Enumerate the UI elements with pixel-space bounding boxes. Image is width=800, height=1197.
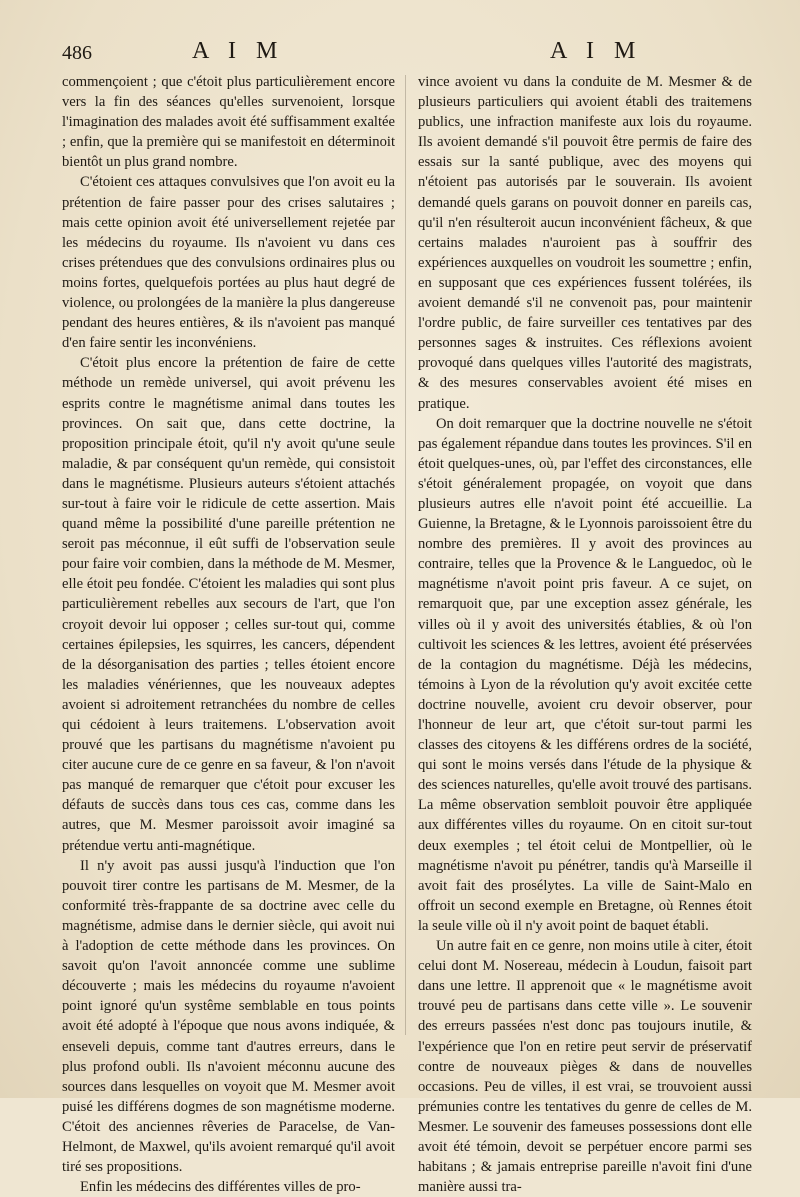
paragraph: On doit remarquer que la doctrine nouvelle ne s'étoit pas également répandue dans toutes les provinces. S'il en étoit quelques-unes, où, par l'effet des circonstances, elle s'étoit généralement propagée, on voyoit que dans plusieurs autres elle n'avoit point été accueillie. La Guienne, la Bretagne, & le Lyonnois paroissoient être du nombre des premières. Il y avoit des provinces au contraire, telles que la Provence & le Languedoc, où le magnétisme n'avoit point pris faveur. A ce sujet, on remarquoit que, par une exception assez générale, les villes où il y avoit des universités établies, & où l'on cultivoit les sciences & les lettres, avoient été préservées de la contagion du magnétisme. Déjà les médecins, témoins à Lyon de la révolution qu'y avoit excitée cette doctrine nouvelle, avoient cru devoir observer, pour l'honneur de leur art, que c'étoit sur-tout parmi les classes des citoyens & les différens ordres de la société, qui sont le moins versés dans l'étude de la physique & des sciences naturelles, qu'elle avoit trouvé des partisans. La même observation sembloit pouvoir être appliquée aux différentes villes du royaume. On en citoit sur-tout deux exemples ; tel étoit celui de Montpellier, où le magnétisme n'avoit pu pénétrer, tandis qu'à Marseille il avoit fait des prosélytes. La ville de Saint-Malo en offroit un second exemple en Bretagne, où Rennes étoit la seule ville où il n'y avoit point de baquet établi.	[418, 415, 752, 934]
right-column	[418, 72, 752, 1196]
column-divider	[405, 75, 406, 1035]
running-head-right: A I M	[550, 38, 643, 64]
paragraph: commençoient ; que c'étoit plus particulièrement encore vers la fin des séances qu'elles survenoient, lorsque l'imagination des malades avoit été suffisamment exaltée ; enfin, que la première qui se manifestoit en déterminoit bientôt un plus grand nombre.	[62, 74, 395, 171]
left-column	[62, 72, 395, 1196]
paragraph: Enfin les médecins des différentes villes de pro-	[80, 1179, 361, 1196]
paragraph: C'étoit plus encore la prétention de faire de cette méthode un remède universel, qui avoit prévenu les esprits contre le magnétisme animal dans toutes les provinces. On sait que, dans cette doctrine, la proposition principale étoit, qu'il n'y avoit qu'une seule maladie, & par conséquent qu'un remède, qui consistoit dans le magnétisme. Plusieurs auteurs s'étoient attachés sur-tout à faire voir le ridicule de cette assertion. Mais quand même la possibilité d'une pareille prétention ne seroit pas méconnue, il eût suffi de l'observation seule pour faire voir combien, dans la méthode de M. Mesmer, elle étoit peu fondée. C'étoient les maladies qui sont plus particulièrement rebelles aux secours de l'art, que l'on croyoit devoir lui opposer ; celles sur-tout qui, comme certaines épilepsies, les squirres, les cancers, dépendent de la désorganisation des parties ; telles étoient encore les maladies vénériennes, que les nouveaux adeptes avoient si adroitement retranchées du nombre de celles qui cédoient à leurs traitemens. L'observation avoit prouvé que les partisans du magnétisme n'avoient pu citer aucune cure de ce genre en sa faveur, & l'on n'avoit pas manqué de remarquer que c'étoit pour excuser les défauts de succès dans tous ces cas, comme dans les autres, que M. Mesmer paroissoit avoir imaginé sa prétendue vertu anti-magnétique.	[62, 355, 395, 854]
running-head-left: A I M	[192, 38, 285, 64]
page-number: 486	[62, 42, 92, 64]
paragraph: vince avoient vu dans la conduite de M. Mesmer & de plusieurs particuliers qui avoient établi des traitemens publics, une infraction manifeste aux lois du royaume. Ils avoient demandé s'il pouvoit être permis de faire des essais sur la santé publique, avec des moyens qui n'étoient pas autorisés par le souverain. Ils avoient demandé quels garans on pouvoit donner en pareils cas, qu'il n'en résulteroit aucun inconvénient fâcheux, & que certains malades n'auroient pas à souffrir des expériences auxquelles on voudroit les soumettre ; enfin, en supposant que ces expériences fussent tolérées, ils avoient demandé s'il ne convenoit pas, pour maintenir l'ordre public, de faire surveiller ces tentatives par des personnes sages & instruites. Ces réflexions avoient provoqué dans quelques villes l'autorité des magistrats, & des mesures conservables avoient été mises en pratique.	[418, 74, 752, 412]
page-header	[62, 38, 750, 68]
paragraph: C'étoient ces attaques convulsives que l'on avoit eu la prétention de faire passer pour des crises salutaires ; mais cette opinion avoit été universellement rejetée par les médecins du royaume. Ils n'avoient vu dans ces crises prétendues que des convulsions ordinaires plus ou moins fortes, quelquefois portées au plus haut degré de violence, ou prolongées de la manière la plus dangereuse pendant des heures entières, & ils n'avoient pas manqué d'en faire sentir les inconvéniens.	[62, 174, 395, 352]
paragraph: Il n'y avoit pas aussi jusqu'à l'induction que l'on pouvoit tirer contre les partisans de M. Mesmer, de la conformité très-frappante de sa doctrine avec celle du magnétisme, admise dans le dernier siècle, qui avoit nui à l'adoption de cette méthode dans les provinces. On savoit qu'on l'avoit annoncée comme une sublime découverte ; mais les médecins du royaume n'avoient point ignoré qu'un systême semblable en tous points avoit été adopté à l'époque que nous avons indiquée, & enseveli depuis, comme tant d'autres erreurs, dans le plus profond oubli. Ils n'avoient méconnu aucune des sources dans lesquelles on voyoit que M. Mesmer avoit puisé les différens dogmes de son magnétisme moderne. C'étoit des anciennes rêveries de Paracelse, de Van-Helmont, de Maxwel, qu'ils avoient remarqué qu'il avoit tiré ses propositions.	[62, 857, 395, 1176]
paragraph: Un autre fait en ce genre, non moins utile à citer, étoit celui dont M. Nosereau, médecin à Loudun, faisoit part dans une lettre. Il apprenoit que « le magnétisme avoit trouvé peu de partisans dans cette ville ». Le souvenir des erreurs passées n'est donc pas toujours inutile, & l'expérience que l'on en retire peut servir de préservatif contre de nouveaux pièges & dans de nouvelles occasions. Peu de villes, il est vrai, se trouvoient aussi prémunies contre les tentatives du genre de celles de M. Mesmer. Le souvenir des fameuses possessions dont elle avoit été témoin, devoit se perpétuer encore parmi ses habitans ; & jamais entreprise pareille n'avoit fini d'une manière aussi tra-	[418, 938, 752, 1196]
